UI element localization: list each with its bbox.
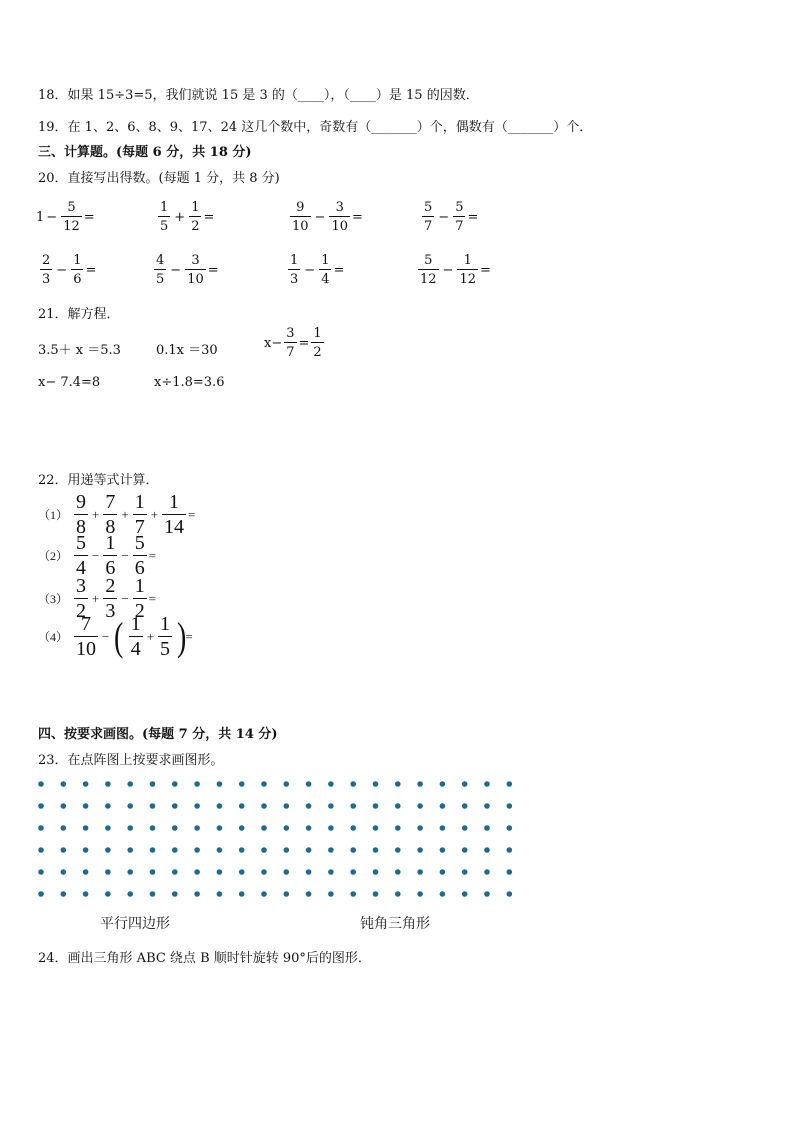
grid-dot[interactable] [38,891,44,897]
grid-dot[interactable] [38,825,44,831]
grid-dot[interactable] [395,891,401,897]
q22-label-4: （4） [38,630,69,644]
grid-dot[interactable] [127,781,133,787]
grid-dot[interactable] [127,847,133,853]
grid-dot[interactable] [172,869,178,875]
grid-dot[interactable] [150,847,156,853]
equals: = [83,209,95,225]
equals: = [333,262,345,278]
grid-dot[interactable] [484,825,490,831]
grid-dot[interactable] [217,891,223,897]
equals: = [203,209,215,225]
grid-dot[interactable] [105,803,111,809]
grid-dot[interactable] [350,847,356,853]
q20-item-6: $\frac{4}{5}$ − $\frac{3}{10}$ = [156,253,219,287]
grid-dot[interactable] [194,825,200,831]
grid-dot[interactable] [61,847,67,853]
grid-dot[interactable] [150,825,156,831]
grid-dot[interactable] [507,803,513,809]
grid-dot[interactable] [306,847,312,853]
grid-dot[interactable] [328,847,334,853]
grid-dot[interactable] [328,803,334,809]
grid-dot[interactable] [38,781,44,787]
grid-dot[interactable] [61,781,67,787]
grid-dot[interactable] [417,891,423,897]
grid-dot[interactable] [83,781,89,787]
grid-dot[interactable] [239,847,245,853]
grid-dot[interactable] [217,803,223,809]
grid-dot[interactable] [507,891,513,897]
grid-dot[interactable] [261,803,267,809]
q20-item-2: $\frac{1}{5}$ + $\frac{1}{2}$ = [160,200,215,234]
grid-dot[interactable] [194,803,200,809]
q20-item-8: $\frac{5}{12}$ − $\frac{1}{12}$ = [420,253,491,287]
grid-dot[interactable] [395,803,401,809]
grid-dot[interactable] [127,825,133,831]
section-4-heading: 四、按要求画图。(每题 7 分，共 14 分) [38,727,278,742]
grid-dot[interactable] [462,891,468,897]
grid-dot[interactable] [83,891,89,897]
grid-dot[interactable] [417,803,423,809]
grid-dot[interactable] [284,803,290,809]
q21-equation-1: 3.5＋ x ＝5.3 [38,343,121,358]
grid-dot[interactable] [373,847,379,853]
grid-dot[interactable] [328,891,334,897]
grid-dot[interactable] [417,781,423,787]
q20-item-5: $\frac{2}{3}$ − $\frac{1}{6}$ = [42,253,97,287]
grid-dot[interactable] [105,847,111,853]
grid-dot[interactable] [105,825,111,831]
grid-dot[interactable] [194,869,200,875]
equals: = [480,262,491,278]
q21-equation-5: x÷1.8=3.6 [154,375,225,390]
equals: = [298,335,310,351]
equals: = [352,209,363,225]
grid-dot[interactable] [83,869,89,875]
grid-dot[interactable] [395,847,401,853]
grid-dot[interactable] [284,847,290,853]
question-21: 21．解方程． [38,307,120,322]
grid-dot[interactable] [328,869,334,875]
q22-label-3: （3） [38,592,69,606]
grid-dot[interactable] [306,891,312,897]
grid-dot[interactable] [395,825,401,831]
grid-dot[interactable] [306,869,312,875]
grid-dot[interactable] [172,891,178,897]
grid-dot[interactable] [61,891,67,897]
grid-dot[interactable] [172,847,178,853]
grid-dot[interactable] [440,781,446,787]
grid-dot[interactable] [306,825,312,831]
grid-dot[interactable] [172,781,178,787]
grid-dot[interactable] [38,803,44,809]
q22-item-2: （2） $\frac{5}{4}$ − $\frac{1}{6}$ − $\frac{5}{6}$ = [38,532,157,579]
grid-dot[interactable] [350,781,356,787]
grid-dot[interactable] [440,803,446,809]
grid-dot[interactable] [507,847,513,853]
grid-dot[interactable] [239,891,245,897]
q21-equation-2: 0.1x ＝30 [156,343,218,358]
grid-dot[interactable] [462,781,468,787]
grid-dot[interactable] [507,781,513,787]
grid-dot[interactable] [328,781,334,787]
question-22: 22．用递等式计算． [38,473,159,488]
grid-dot[interactable] [484,803,490,809]
grid-dot[interactable] [350,891,356,897]
q22-label-2: （2） [38,549,69,563]
grid-dot[interactable] [306,803,312,809]
q22-label-1: （1） [38,508,69,522]
grid-dot[interactable] [239,803,245,809]
grid-dot[interactable] [462,869,468,875]
q20-item-1: 1 − $\frac{5}{12}$ = [36,200,95,234]
q21-eq3-prefix: x− [264,335,283,351]
grid-dot[interactable] [239,825,245,831]
grid-dot[interactable] [373,781,379,787]
equals: = [207,262,219,278]
grid-dot[interactable] [261,891,267,897]
grid-dot[interactable] [261,869,267,875]
grid-dot[interactable] [373,803,379,809]
dot-grid[interactable] [36,778,516,902]
grid-dot[interactable] [417,869,423,875]
q22-item-4: （4） $\frac{7}{10}$ − ( $\frac{1}{4}$ + $\frac{1}{5}$ ) = [38,613,193,660]
q20-1-frac: $\frac{5}{12}$ [63,200,80,234]
grid-dot[interactable] [83,803,89,809]
grid-dot[interactable] [217,825,223,831]
grid-dot[interactable] [38,869,44,875]
grid-dot[interactable] [172,825,178,831]
q20-item-7: $\frac{1}{3}$ − $\frac{1}{4}$ = [290,253,345,287]
q20-item-4: $\frac{5}{7}$ − $\frac{5}{7}$ = [424,200,479,234]
grid-dot[interactable] [350,825,356,831]
caption-obtuse-triangle: 钝角三角形 [360,916,430,932]
grid-dot[interactable] [284,825,290,831]
grid-dot[interactable] [239,781,245,787]
caption-parallelogram: 平行四边形 [100,916,170,932]
grid-dot[interactable] [484,847,490,853]
grid-dot[interactable] [217,847,223,853]
grid-dot[interactable] [105,891,111,897]
grid-dot[interactable] [440,847,446,853]
q20-item-3: $\frac{9}{10}$ − $\frac{3}{10}$ = [292,200,363,234]
grid-dot[interactable] [83,847,89,853]
grid-dot[interactable] [417,825,423,831]
grid-dot[interactable] [328,825,334,831]
grid-dot[interactable] [484,891,490,897]
q21-equation-4: x− 7.4=8 [38,375,101,390]
grid-dot[interactable] [61,825,67,831]
grid-dot[interactable] [127,869,133,875]
grid-dot[interactable] [194,891,200,897]
grid-dot[interactable] [462,847,468,853]
grid-dot[interactable] [462,825,468,831]
grid-dot[interactable] [217,781,223,787]
grid-dot[interactable] [194,781,200,787]
grid-dot[interactable] [440,869,446,875]
grid-dot[interactable] [105,869,111,875]
question-19: 19．在 1、2、6、8、9、17、24 这几个数中，奇数有（_______）个，偶数有（_______）个． [38,120,593,135]
grid-dot[interactable] [239,869,245,875]
grid-dot[interactable] [440,825,446,831]
grid-dot[interactable] [507,825,513,831]
grid-dot[interactable] [194,847,200,853]
grid-dot[interactable] [284,781,290,787]
grid-dot[interactable] [350,869,356,875]
equals: = [467,209,479,225]
q21-equation-3: x− $\frac{3}{7}$ = $\frac{1}{2}$ [264,326,322,360]
grid-dot[interactable] [462,803,468,809]
grid-dot[interactable] [61,803,67,809]
question-24: 24．画出三角形 ABC 绕点 B 顺时针旋转 90°后的图形． [38,951,371,966]
grid-dot[interactable] [217,869,223,875]
grid-dot[interactable] [306,781,312,787]
question-18: 18．如果 15÷3=5，我们就说 15 是 3 的（____），（____）是 15 的因数． [38,88,479,103]
grid-dot[interactable] [373,869,379,875]
grid-dot[interactable] [395,781,401,787]
grid-dot[interactable] [150,869,156,875]
grid-dot[interactable] [284,891,290,897]
grid-dot[interactable] [83,825,89,831]
grid-dot[interactable] [105,781,111,787]
grid-dot[interactable] [61,869,67,875]
grid-dot[interactable] [484,869,490,875]
grid-dot[interactable] [484,781,490,787]
grid-dot[interactable] [373,825,379,831]
grid-dot[interactable] [172,803,178,809]
question-23: 23．在点阵图上按要求画图形。 [38,753,224,768]
grid-dot[interactable] [261,825,267,831]
grid-dot[interactable] [150,803,156,809]
grid-dot[interactable] [150,781,156,787]
equals: = [85,262,97,278]
grid-dot[interactable] [350,803,356,809]
grid-dot[interactable] [261,847,267,853]
question-20: 20．直接写出得数。(每题 1 分，共 8 分) [38,171,280,186]
grid-dot[interactable] [284,869,290,875]
q20-1-a: 1 [36,209,45,225]
grid-dot[interactable] [38,847,44,853]
grid-dot[interactable] [440,891,446,897]
grid-dot[interactable] [373,891,379,897]
grid-dot[interactable] [261,781,267,787]
q22-item-3: （3） $\frac{3}{2}$ + $\frac{2}{3}$ − $\frac{1}{2}$ = [38,575,157,622]
grid-dot[interactable] [417,847,423,853]
grid-dot[interactable] [127,803,133,809]
grid-dot[interactable] [150,891,156,897]
section-3-heading: 三、计算题。(每题 6 分，共 18 分) [38,145,252,160]
grid-dot[interactable] [127,891,133,897]
grid-dot[interactable] [395,869,401,875]
q22-item-1: （1） $\frac{9}{8}$ + $\frac{7}{8}$ + $\frac{1}{7}$ + $\frac{1}{14}$ = [38,491,196,538]
grid-dot[interactable] [507,869,513,875]
